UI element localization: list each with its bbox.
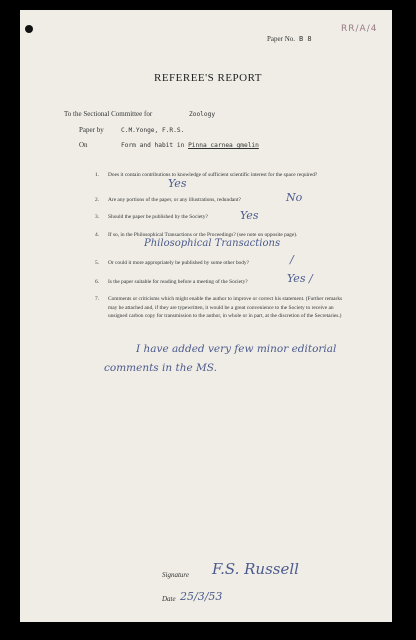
comment-line-2: comments in the MS.	[104, 362, 217, 374]
on-value-species: Pinna carnea gmelin	[188, 142, 259, 149]
committee-value: Zoology	[189, 111, 216, 118]
on-value	[121, 142, 259, 149]
signature-label: Signature	[162, 571, 189, 579]
answer-2: No	[286, 191, 303, 204]
comment-line-1: I have added very few minor editorial	[136, 343, 337, 355]
page-title: REFEREE'S REPORT	[153, 72, 263, 84]
question-1-text: Does it contain contributions to knowledge of sufficient scientific interest for the space required?	[108, 172, 318, 178]
signature-value: F.S. Russell	[212, 560, 299, 578]
paper-number	[267, 35, 312, 43]
question-7-text: Comments or criticisms which might enable the author to improve or correct his statement. (Further remarks may be attached and, if they are typewritten, it would be a great convenience to the Society to receive an unsigned carbon copy for transmission to the author, in whole or in part, at the discretion of the Secretaries.)	[108, 296, 343, 319]
on-value-text: Form and habit in	[121, 142, 189, 149]
paper-by-label: Paper by	[79, 126, 104, 134]
question-3-text: Should the paper be published by the Society?	[108, 214, 208, 220]
question-6-text: Is the paper suitable for reading before a meeting of the Society?	[108, 279, 248, 285]
committee-label: To the Sectional Committee for	[64, 110, 153, 118]
question-3	[95, 213, 348, 222]
question-2-text: Are any portions of the paper, or any illustrations, redundant?	[108, 197, 241, 203]
question-5-text: Or could it more appropriately be published by some other body?	[108, 260, 250, 266]
answer-3: Yes	[240, 209, 259, 222]
date-label: Date	[162, 595, 176, 603]
punch-hole	[25, 25, 33, 33]
answer-4: Philosophical Transactions	[144, 238, 281, 249]
question-7	[95, 295, 348, 321]
question-2	[95, 196, 348, 205]
paper-by-value: C.M.Yonge, F.R.S.	[121, 127, 185, 134]
question-7-number: 7.	[95, 296, 100, 302]
answer-1: Yes	[168, 177, 187, 190]
question-1	[95, 171, 348, 180]
on-label: On	[79, 141, 88, 149]
question-6-number: 6.	[95, 279, 100, 285]
paper-number-value: B 8	[299, 35, 312, 43]
paper-number-label: Paper No.	[267, 35, 295, 43]
question-5	[95, 259, 348, 268]
question-2-number: 2.	[95, 197, 100, 203]
reference-number: RR/A/4	[341, 24, 378, 34]
question-4-number: 4.	[95, 232, 100, 238]
question-4-text: If so, in the Philosophical Transactions or the Proceedings? (see note on opposite page).	[108, 232, 298, 238]
answer-6: Yes /	[287, 272, 313, 285]
question-5-number: 5.	[95, 260, 100, 266]
question-3-number: 3.	[95, 214, 100, 220]
answer-5: /	[290, 253, 294, 266]
date-value: 25/3/53	[180, 590, 223, 603]
question-1-number: 1.	[95, 172, 100, 178]
